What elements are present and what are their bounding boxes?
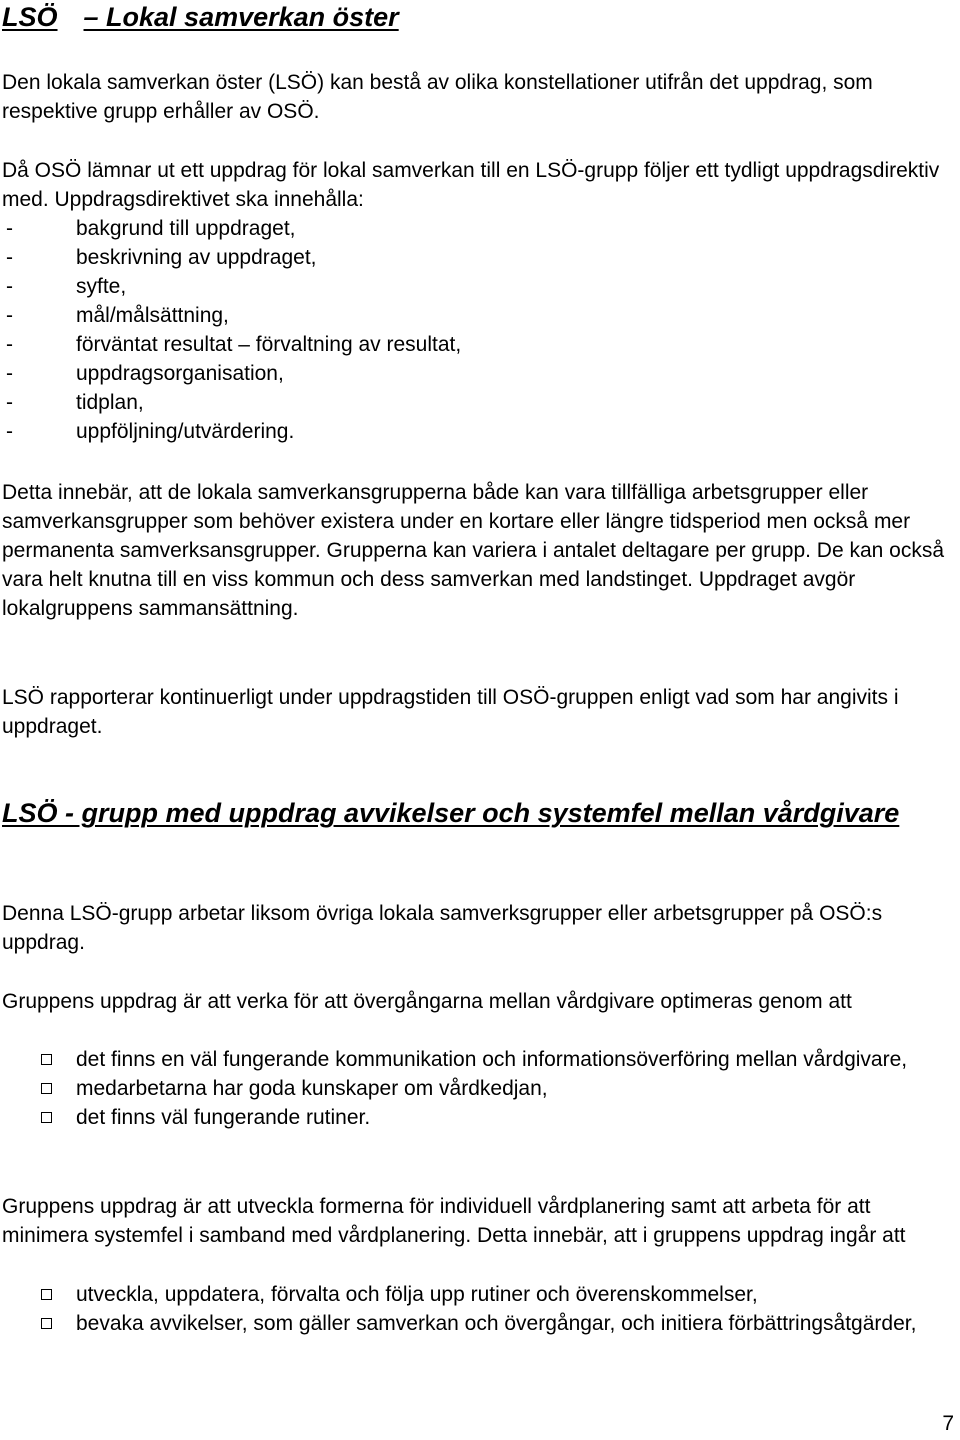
intro-paragraph: Den lokala samverkan öster (LSÖ) kan bestå av olika konstellationer utifrån det uppdrag, som respektive grupp erhåller av OSÖ. (2, 71, 873, 123)
list-item: det finns en väl fungerande kommunikation och informationsöverföring mellan vårdgivare, (2, 1045, 954, 1074)
dash-marker: - (6, 391, 13, 414)
dash-marker: - (6, 420, 13, 443)
section-heading-deviations: LSÖ - grupp med uppdrag avvikelser och systemfel mellan vårdgivare (2, 798, 900, 828)
list-item: - uppdragsorganisation, (2, 359, 461, 388)
checkbox-bullet-icon (41, 1289, 52, 1300)
checkbox-bullet-icon (41, 1318, 52, 1329)
dash-marker: - (6, 217, 13, 240)
groups-paragraph: Detta innebär, att de lokala samverkansgrupperna både kan vara tillfälliga arbetsgrupper eller samverkansgrupper som behöver existera under en kortare eller längre tidsperiod men också mer permanenta samverksansgrupper. Grupperna kan variera i antalet deltagare per grupp. De kan också vara helt knutna till en viss kommun och dess samverkan med landstinget. Uppdraget avgör lokalgruppens sammansättning. (2, 481, 945, 620)
reporting-paragraph: LSÖ rapporterar kontinuerligt under uppdragstiden till OSÖ-gruppen enligt vad som har angivits i uppdraget. (2, 686, 899, 738)
page-number: 7 (942, 1412, 954, 1435)
mission-paragraph-2: Gruppens uppdrag är att utveckla formerna för individuell vårdplanering samt att arbeta för att minimera systemfel i samband med vårdplanering. Detta innebär, att i gruppens uppdrag ingår att (2, 1195, 906, 1247)
mission-paragraph-1: Gruppens uppdrag är att verka för att övergångarna mellan vårdgivare optimeras genom att (2, 990, 852, 1013)
dash-marker: - (6, 333, 13, 356)
heading-title: – Lokal samverkan öster (83, 2, 399, 32)
group-intro-paragraph: Denna LSÖ-grupp arbetar liksom övriga lokala samverksgrupper eller arbetsgrupper på OSÖ:s uppdrag. (2, 902, 883, 954)
dash-marker: - (6, 275, 13, 298)
list-item: - syfte, (2, 272, 461, 301)
checkbox-list-2 (2, 1280, 954, 1338)
checkbox-bullet-icon (41, 1083, 52, 1094)
list-item: - beskrivning av uppdraget, (2, 243, 461, 272)
list-item: - förväntat resultat – förvaltning av resultat, (2, 330, 461, 359)
directive-list (2, 214, 461, 446)
heading-abbrev: LSÖ (2, 2, 58, 32)
dash-marker: - (6, 304, 13, 327)
list-item: utveckla, uppdatera, förvalta och följa upp rutiner och överenskommelser, (2, 1280, 954, 1309)
checkbox-list-1 (2, 1045, 954, 1132)
list-item: - bakgrund till uppdraget, (2, 214, 461, 243)
list-item: - tidplan, (2, 388, 461, 417)
list-item: - uppföljning/utvärdering. (2, 417, 461, 446)
checkbox-bullet-icon (41, 1054, 52, 1065)
checkbox-bullet-icon (41, 1112, 52, 1123)
directive-paragraph: Då OSÖ lämnar ut ett uppdrag för lokal samverkan till en LSÖ-grupp följer ett tydligt uppdragsdirektiv med. Uppdragsdirektivet ska innehålla: (2, 159, 940, 211)
list-item: - mål/målsättning, (2, 301, 461, 330)
list-item: bevaka avvikelser, som gäller samverkan och övergångar, och initiera förbättringsåtgärder, (2, 1309, 954, 1338)
section-heading-lso (2, 0, 399, 35)
list-item: medarbetarna har goda kunskaper om vårdkedjan, (2, 1074, 954, 1103)
list-item: det finns väl fungerande rutiner. (2, 1103, 954, 1132)
dash-marker: - (6, 246, 13, 269)
dash-marker: - (6, 362, 13, 385)
